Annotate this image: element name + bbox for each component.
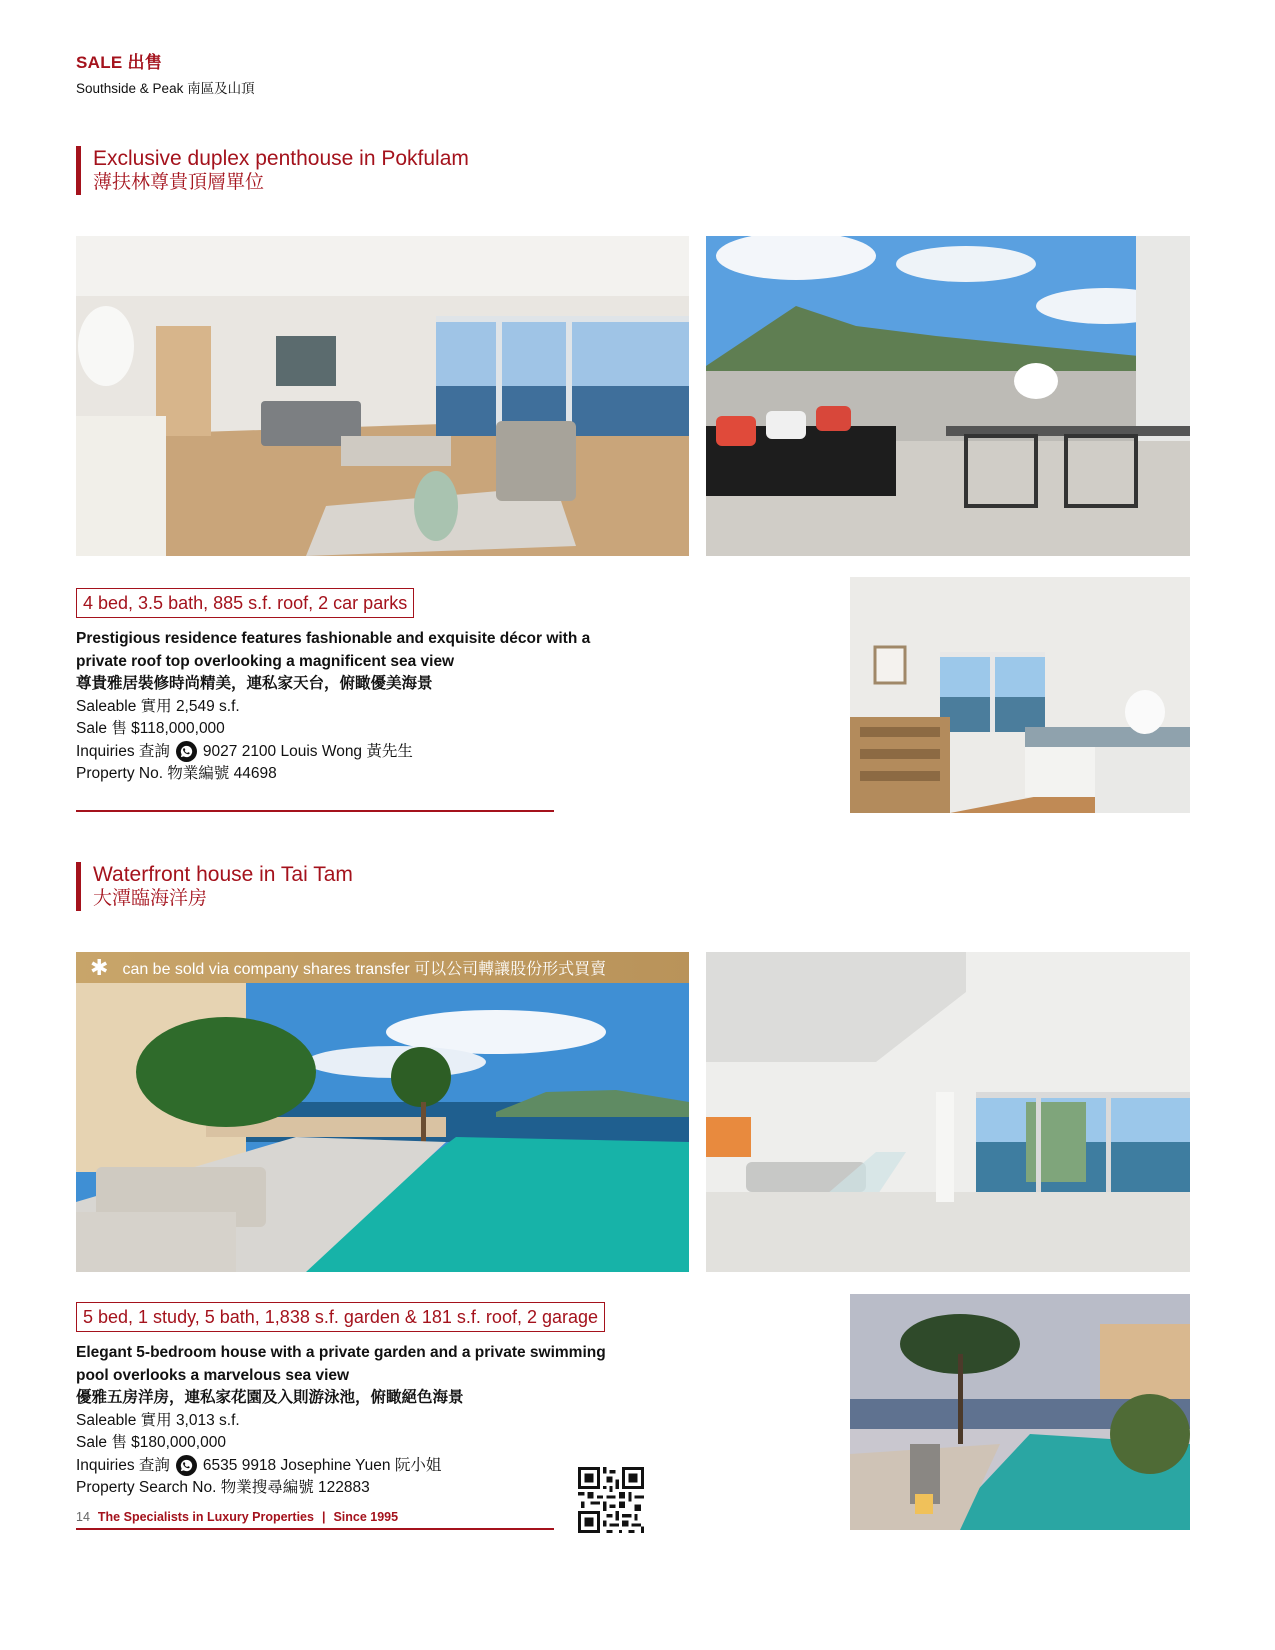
region-label: Southside & Peak 南區及山頂 (76, 81, 255, 96)
listing-1-roof-terrace-photo[interactable] (706, 236, 1190, 556)
listing-1-specs: 4 bed, 3.5 bath, 885 s.f. roof, 2 car parks (76, 588, 414, 618)
listing-1-inquiries-label: Inquiries 查詢 (76, 742, 170, 760)
listing-2-specs: 5 bed, 1 study, 5 bath, 1,838 s.f. garden & 181 s.f. roof, 2 garage (76, 1302, 605, 1332)
listing-1-bedroom-photo[interactable] (850, 577, 1190, 813)
listing-2-property-search-no: Property Search No. 物業搜尋編號 122883 (76, 1479, 370, 1496)
listing-2-interior-photo[interactable] (706, 952, 1190, 1272)
sale-label: SALE 出售 (76, 53, 163, 72)
listing-2-desc-zh: 優雅五房洋房，連私家花園及入則游泳池，俯瞰絕色海景 (76, 1389, 464, 1406)
listing-1-title (76, 146, 469, 195)
listing-2-title (76, 862, 353, 911)
listing-1-divider (76, 810, 554, 812)
listing-1-desc-zh: 尊貴雅居裝修時尚精美，連私家天台，俯瞰優美海景 (76, 675, 433, 692)
listing-2-saleable: Saleable 實用 3,013 s.f. (76, 1411, 240, 1429)
listing-1-property-no: Property No. 物業編號 44698 (76, 765, 277, 782)
listing-2-desc-en-line1: Elegant 5-bedroom house with a private garden and a private swimming (76, 1344, 606, 1361)
whatsapp-icon[interactable] (176, 741, 197, 762)
listing-1-details (76, 628, 636, 786)
listing-1-title-en: Exclusive duplex penthouse in Pokfulam (93, 147, 469, 170)
listing-1-desc-en-line2: private roof top overlooking a magnificent sea view (76, 652, 455, 670)
listing-2-evening-pool-photo[interactable] (850, 1294, 1190, 1530)
listing-2-pool-photo[interactable] (76, 952, 689, 1272)
listing-2-divider (76, 1528, 554, 1530)
listing-2-title-en: Waterfront house in Tai Tam (93, 863, 353, 886)
listing-2-details (76, 1342, 636, 1500)
company-shares-banner-text: can be sold via company shares transfer 可以公司轉讓股份形式買賣 (122, 961, 607, 978)
listing-2-title-zh: 大潭臨海洋房 (93, 888, 208, 909)
listing-2-desc-en-line2: pool overlooks a marvelous sea view (76, 1366, 350, 1384)
footer-separator: | (321, 1510, 326, 1524)
listing-1-inquiries-contact: 9027 2100 Louis Wong 黃先生 (202, 742, 413, 760)
listing-1-title-zh: 薄扶林尊貴頂層單位 (93, 172, 265, 193)
listing-2-inquiries-contact: 6535 9918 Josephine Yuen 阮小姐 (202, 1456, 442, 1474)
footer-tagline: The Specialists in Luxury Properties (97, 1510, 314, 1524)
listing-2-inquiries (76, 1455, 636, 1478)
footer-since: Since 1995 (333, 1510, 399, 1524)
company-shares-banner (76, 952, 689, 983)
listing-2-price: Sale 售 $180,000,000 (76, 1434, 226, 1451)
listing-2-inquiries-label: Inquiries 查詢 (76, 1456, 170, 1474)
qr-code-icon[interactable] (578, 1467, 644, 1533)
whatsapp-icon[interactable] (176, 1455, 197, 1476)
page-number: 14 (76, 1510, 90, 1524)
listing-1-living-room-photo[interactable] (76, 236, 689, 556)
listing-1-price: Sale 售 $118,000,000 (76, 720, 225, 737)
listing-1-inquiries (76, 741, 636, 764)
listing-1-saleable: Saleable 實用 2,549 s.f. (76, 697, 240, 715)
asterisk-icon: ✱ (90, 954, 109, 980)
listing-1-desc-en-line1: Prestigious residence features fashionable and exquisite décor with a (76, 630, 591, 647)
page-footer (76, 1510, 398, 1524)
section-header (76, 48, 255, 97)
